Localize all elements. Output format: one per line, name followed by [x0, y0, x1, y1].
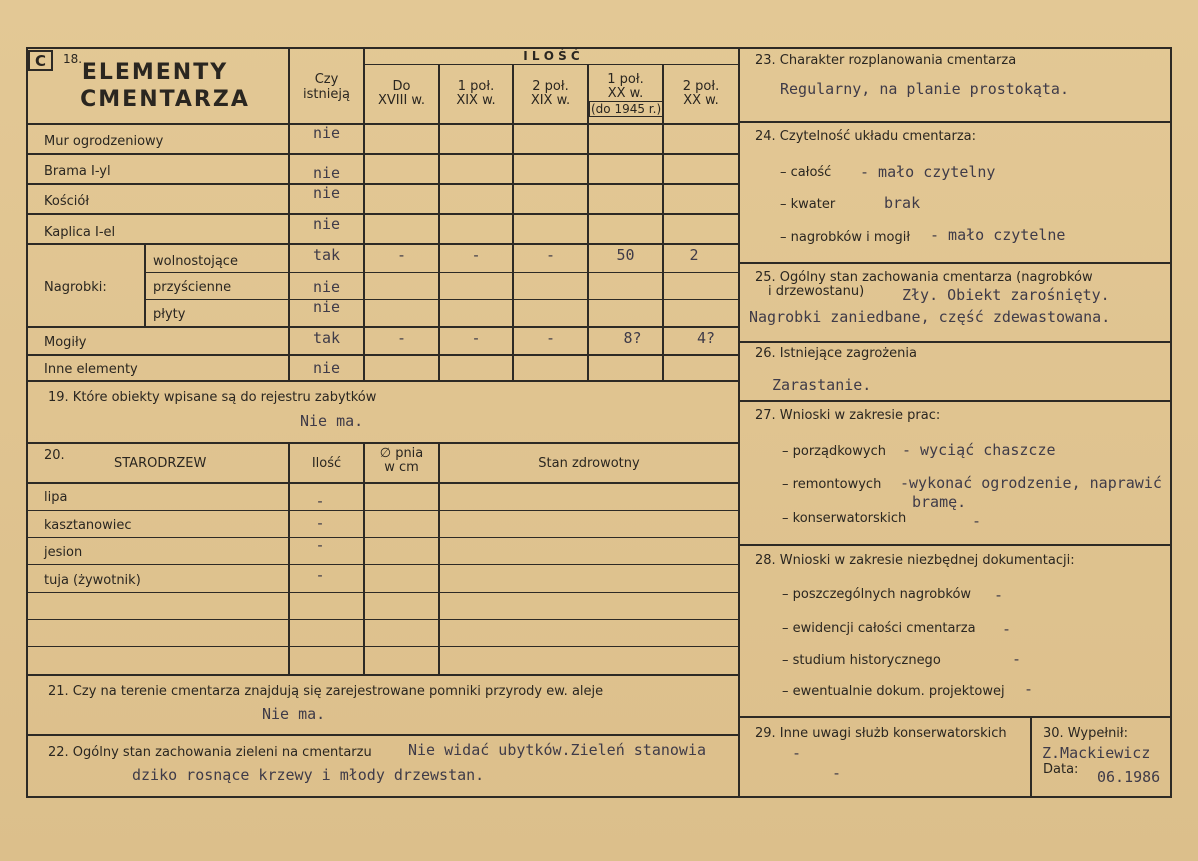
s28-item-label: – poszczególnych nagrobków [782, 587, 972, 602]
row-line [28, 243, 738, 245]
col-header-2 [440, 80, 512, 108]
col-header-4-l2: XX w. [607, 86, 644, 101]
qty-value: 50 [616, 246, 635, 264]
section-25-value-line2: Nagrobki zaniedbane, część zdewastowana. [749, 308, 1111, 326]
section-30-date-label: Data: [1043, 762, 1079, 777]
section-20-box [26, 442, 740, 676]
section-26-value: Zarastanie. [772, 376, 872, 394]
section-29-value-1: - [792, 744, 802, 762]
s24-item-value: - mało czytelne [930, 226, 1066, 244]
s28-item-value: - [1012, 650, 1022, 668]
tree-name: jesion [44, 545, 83, 560]
col-header-3-l1: 2 poł. [532, 79, 569, 94]
col-header-3 [514, 80, 587, 108]
exists-value: tak [312, 246, 341, 264]
section-29-value-2: - [832, 764, 842, 782]
tree-name: kasztanowiec [44, 518, 132, 533]
col-header-2-l1: 1 poł. [457, 79, 495, 94]
s27-item-value: - [972, 512, 982, 530]
s28-item-label: – studium historycznego [782, 653, 941, 668]
section-23-label: 23. Charakter rozplanowania cmentarza [755, 53, 1017, 68]
qty-value: 2 [689, 246, 699, 264]
row-label-plyty: płyty [153, 307, 186, 322]
row-line [28, 326, 738, 328]
exists-value: nie [312, 359, 341, 377]
section-22-value-line1: Nie widać ubytków.Zieleń stanowia [408, 741, 707, 759]
row-line [28, 564, 738, 565]
row-label-brama: Brama I-yl [44, 164, 111, 179]
section-20-col-pien-l2: w cm [384, 460, 419, 475]
section-24-label: 24. Czytelność układu cmentarza: [755, 129, 977, 144]
exists-value: tak [312, 329, 341, 347]
row-label-kaplica: Kaplica I-el [44, 225, 116, 240]
s28-item-label: – ewidencji całości cmentarza [782, 621, 976, 636]
s27-item-value: -wykonać ogrodzenie, naprawić [900, 474, 1162, 492]
section-20-col-ilosc: Ilość [311, 456, 342, 471]
qty-value: - [471, 246, 481, 264]
section-22-label: 22. Ogólny stan zachowania zieleni na cmentarzu [48, 745, 372, 760]
card-type-label: C [28, 50, 53, 71]
col-header-1 [365, 80, 438, 108]
s28-item-label: – ewentualnie dokum. projektowej [782, 684, 1005, 699]
row-label-mur: Mur ogrodzeniowy [44, 134, 164, 149]
section-30-date: 06.1986 [1097, 768, 1161, 786]
exists-col-header-line2: istnieją [303, 87, 350, 102]
section-20-title: STARODRZEW [114, 456, 207, 471]
section-18-title-line2: CMENTARZA [80, 87, 250, 112]
row-line [28, 537, 738, 538]
col-line [1030, 718, 1032, 796]
section-21-value: Nie ma. [262, 705, 326, 723]
col-header-5-l2: XX w. [683, 93, 719, 108]
s24-item-label: – całość [780, 165, 832, 180]
s24-item-value: brak [884, 194, 921, 212]
exists-value: nie [312, 184, 341, 202]
qty-value: 4? [696, 329, 716, 347]
nagrobki-divider [144, 245, 146, 326]
s24-item-label: – kwater [780, 197, 836, 212]
s27-item-label: – konserwatorskich [782, 511, 907, 526]
ilosc-header: I L O Ś Ć [523, 49, 580, 63]
tree-name: tuja (żywotnik) [44, 573, 141, 588]
s28-item-value: - [1002, 620, 1012, 638]
exists-col-header-line1: Czy [314, 72, 339, 87]
col-header-4-l1: 1 poł. [607, 72, 644, 87]
section-18-title-line1: ELEMENTY [81, 60, 229, 85]
row-line [28, 510, 738, 511]
row-line [28, 592, 738, 593]
s27-value-continuation: bramę. [912, 493, 967, 511]
qty-value: - [471, 329, 481, 347]
row-line [28, 619, 738, 620]
section-20-col-pien-l1: ∅ pnia [379, 446, 424, 461]
qty-value: - [545, 329, 556, 347]
row-line [740, 262, 1170, 264]
row-label-inne: Inne elementy [44, 362, 138, 377]
row-line [28, 646, 738, 647]
s24-item-value: - mało czytelny [860, 163, 996, 181]
section-27-label: 27. Wnioski w zakresie prac: [755, 408, 941, 423]
row-line [740, 121, 1170, 123]
col-header-1-l2: XVIII w. [377, 93, 425, 108]
ilosc-underline [363, 64, 738, 65]
exists-value: nie [312, 278, 341, 296]
col-header-1-l1: Do [392, 79, 411, 94]
section-28-label: 28. Wnioski w zakresie niezbędnej dokumentacji: [755, 553, 1075, 568]
col-header-5 [664, 80, 738, 108]
row-label-mogily: Mogiły [44, 335, 87, 350]
qty-value: 8? [623, 329, 642, 347]
col-line [438, 444, 440, 674]
section-20-col-stan: Stan zdrowotny [538, 456, 640, 471]
section-19-label: 19. Które obiekty wpisane są do rejestru zabytków [48, 390, 377, 405]
section-25-label-line2: i drzewostanu) [768, 284, 865, 299]
s27-item-label: – remontowych [782, 477, 882, 492]
qty-value: - [396, 329, 407, 347]
row-label-przyscienne: przyścienne [153, 280, 232, 295]
section-29-label: 29. Inne uwagi służb konserwatorskich [755, 726, 1007, 741]
row-label-wolnostojace: wolnostojące [153, 254, 238, 269]
s24-item-label: – nagrobków i mogił [780, 230, 911, 245]
tree-qty: - [315, 536, 325, 554]
section-30-label: 30. Wypełnił: [1043, 726, 1128, 741]
row-line [145, 299, 738, 300]
row-line [740, 716, 1170, 718]
section-20-col-pien [365, 447, 438, 475]
tree-name: lipa [44, 490, 68, 505]
col-line [288, 444, 290, 674]
tree-qty: - [315, 492, 325, 510]
tree-qty: - [315, 514, 325, 532]
exists-value: nie [312, 298, 341, 316]
section-21-label: 21. Czy na terenie cmentarza znajdują się zarejestrowane pomniki przyrody ew. aleje [48, 684, 604, 699]
row-line [28, 213, 738, 215]
header-underline [28, 123, 738, 125]
col-header-4 [589, 73, 662, 117]
row-line [28, 482, 738, 484]
section-22-value-line2: dziko rosnące krzewy i młody drzewstan. [132, 766, 485, 784]
col-line [363, 444, 365, 674]
s28-item-value: - [994, 586, 1004, 604]
exists-value: nie [312, 215, 341, 233]
row-label-nagrobki: Nagrobki: [44, 280, 107, 295]
section-18-number: 18. [63, 52, 83, 66]
row-line [740, 544, 1170, 546]
qty-value: - [396, 246, 407, 264]
row-label-kosciol: Kościół [44, 194, 90, 209]
exists-col-header [290, 72, 363, 102]
section-19-value: Nie ma. [300, 412, 364, 430]
row-line [28, 183, 738, 185]
exists-value: nie [312, 164, 341, 182]
section-23-value: Regularny, na planie prostokąta. [780, 80, 1069, 98]
col-header-2-l2: XIX w. [456, 93, 496, 108]
tree-qty: - [315, 566, 325, 584]
section-30-name: Z.Mackiewicz [1042, 744, 1151, 762]
s27-item-value: - wyciąć chaszcze [902, 441, 1056, 459]
col-header-3-l2: XIX w. [530, 93, 571, 108]
row-line [740, 400, 1170, 402]
row-line [28, 153, 738, 155]
section-26-label: 26. Istniejące zagrożenia [755, 346, 917, 361]
section-20-number: 20. [44, 448, 65, 463]
s27-item-label: – porządkowych [782, 444, 886, 459]
row-line [28, 354, 738, 356]
row-line [740, 341, 1170, 343]
qty-value: - [545, 246, 556, 264]
col-header-4-l3: (do 1945 r.) [591, 102, 662, 116]
s28-item-value: - [1024, 680, 1034, 698]
row-line [145, 272, 738, 273]
section-25-label-line1: 25. Ogólny stan zachowania cmentarza (nagrobków [755, 270, 1093, 285]
col-header-5-l1: 2 poł. [682, 79, 720, 94]
section-25-value-line1: Zły. Obiekt zarośnięty. [902, 286, 1110, 304]
exists-value: nie [312, 124, 341, 142]
